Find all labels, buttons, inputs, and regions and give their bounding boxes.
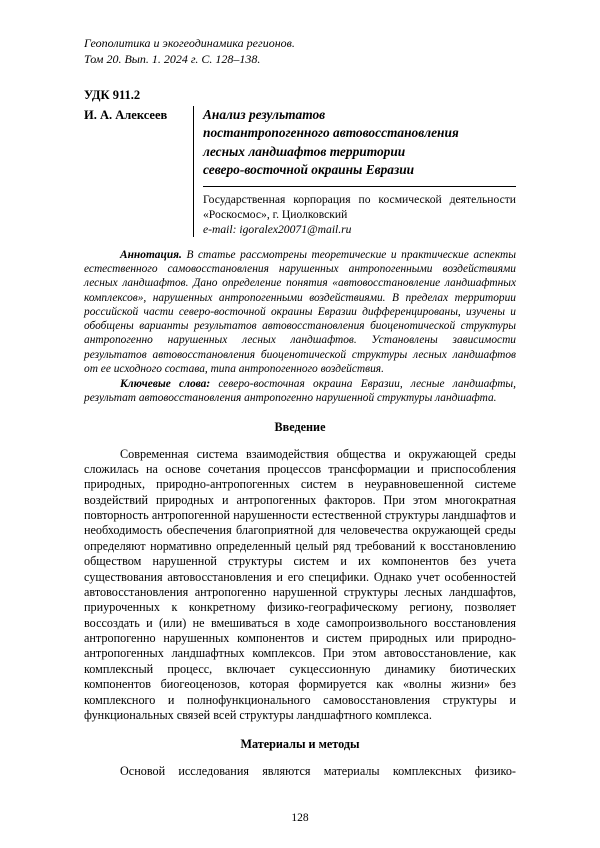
abstract-paragraph	[84, 248, 516, 376]
section-heading-introduction: Введение	[274, 419, 326, 434]
article-title	[203, 106, 516, 187]
author-email: e-mail: igoralex20071@mail.ru	[203, 222, 352, 236]
article-title-line: Анализ результатов	[203, 106, 326, 122]
article-title-line: северо-восточной окраины Евразии	[203, 162, 415, 178]
methods-paragraph: Основой исследования являются материалы комплексных физико-	[120, 764, 516, 779]
page-number: 128	[291, 812, 309, 824]
abstract-text: В статье рассмотрены теоретические и практические аспекты естественного самовосстановления нарушенных антропогенными воздействиями лесных ландшафтов. Дано определение понятия «автовосстановление ландшафтных комплексов», нарушенных антропогенными воздействиями. В пределах территории российской части северо-восточной окраины Евразии дифференцированы, изучены и обобщены варианты результатов автовосстановления биоценотической структуры антропогенно нарушенных лесных ландшафтов. Установлены зависимости результатов автовосстановления биоценотической структуры лесных ландшафтов от ее исходного состава, типа антропогенного воздействия.	[84, 248, 516, 375]
affiliation-block	[203, 187, 516, 237]
article-title-line: лесных ландшафтов территории	[203, 143, 406, 159]
abstract-label: Аннотация.	[120, 248, 182, 261]
journal-title: Геополитика и экогеодинамика регионов.	[84, 36, 295, 50]
udc-code: УДК 911.2	[84, 87, 141, 102]
title-left-column	[84, 106, 193, 237]
keywords-paragraph	[84, 377, 516, 406]
journal-header	[84, 36, 516, 68]
title-right-column	[193, 106, 516, 237]
keywords-label: Ключевые слова:	[120, 378, 211, 391]
author-name: И. А. Алексеев	[84, 107, 168, 122]
article-title-line: постантропогенного автовосстановления	[203, 125, 459, 141]
introduction-paragraph: Современная система взаимодействия общества и окружающей среды сложилась на основе сочетания процессов трансформации и приспособления природных, природно-антропогенных систем в неуравновешенной системе воздействий природных и антропогенных факторов. При этом многократная повторность антропогенной нарушенности естественной структуры ландшафтов и необходимость обеспечения благоприятной для человечества окружающей среды определяют нормативно определенный целый ряд требований к восстановлению обществом нарушенной структуры систем и их компонентов без учета существования автовосстановления и его специфики. Однако учет особенностей автовосстановления антропогенно нарушенной структуры лесных ландшафтов, приуроченных к конкретному физико-географическому региону, позволяет воссоздать и (или) не вмешиваться в ходе самопроизвольного восстановления антропогенно нарушенных компонентов и систем природных или природно-антропогенных ландшафтных комплексов. При этом автовосстановление, как комплексный процесс, включает сукцессионную динамику биотических компонентов биогеоценозов, которая формируется как «волны жизни» без комплексного и полнофункционального самовосстановления структуры и функциональных связей всей структуры ландшафтного комплекса.	[84, 446, 516, 722]
journal-issue-info: Том 20. Вып. 1. 2024 г. С. 128–138.	[84, 51, 261, 66]
section-heading-methods: Материалы и методы	[240, 737, 360, 752]
keywords-text: северо-восточная окраина Евразии, лесные ландшафты, результат автовосстановления антропогенно нарушенной структуры ландшафта.	[84, 378, 516, 405]
title-block	[84, 106, 516, 237]
affiliation-text: Государственная корпорация по космической деятельности «Роскосмос», г. Циолковский	[203, 192, 516, 221]
